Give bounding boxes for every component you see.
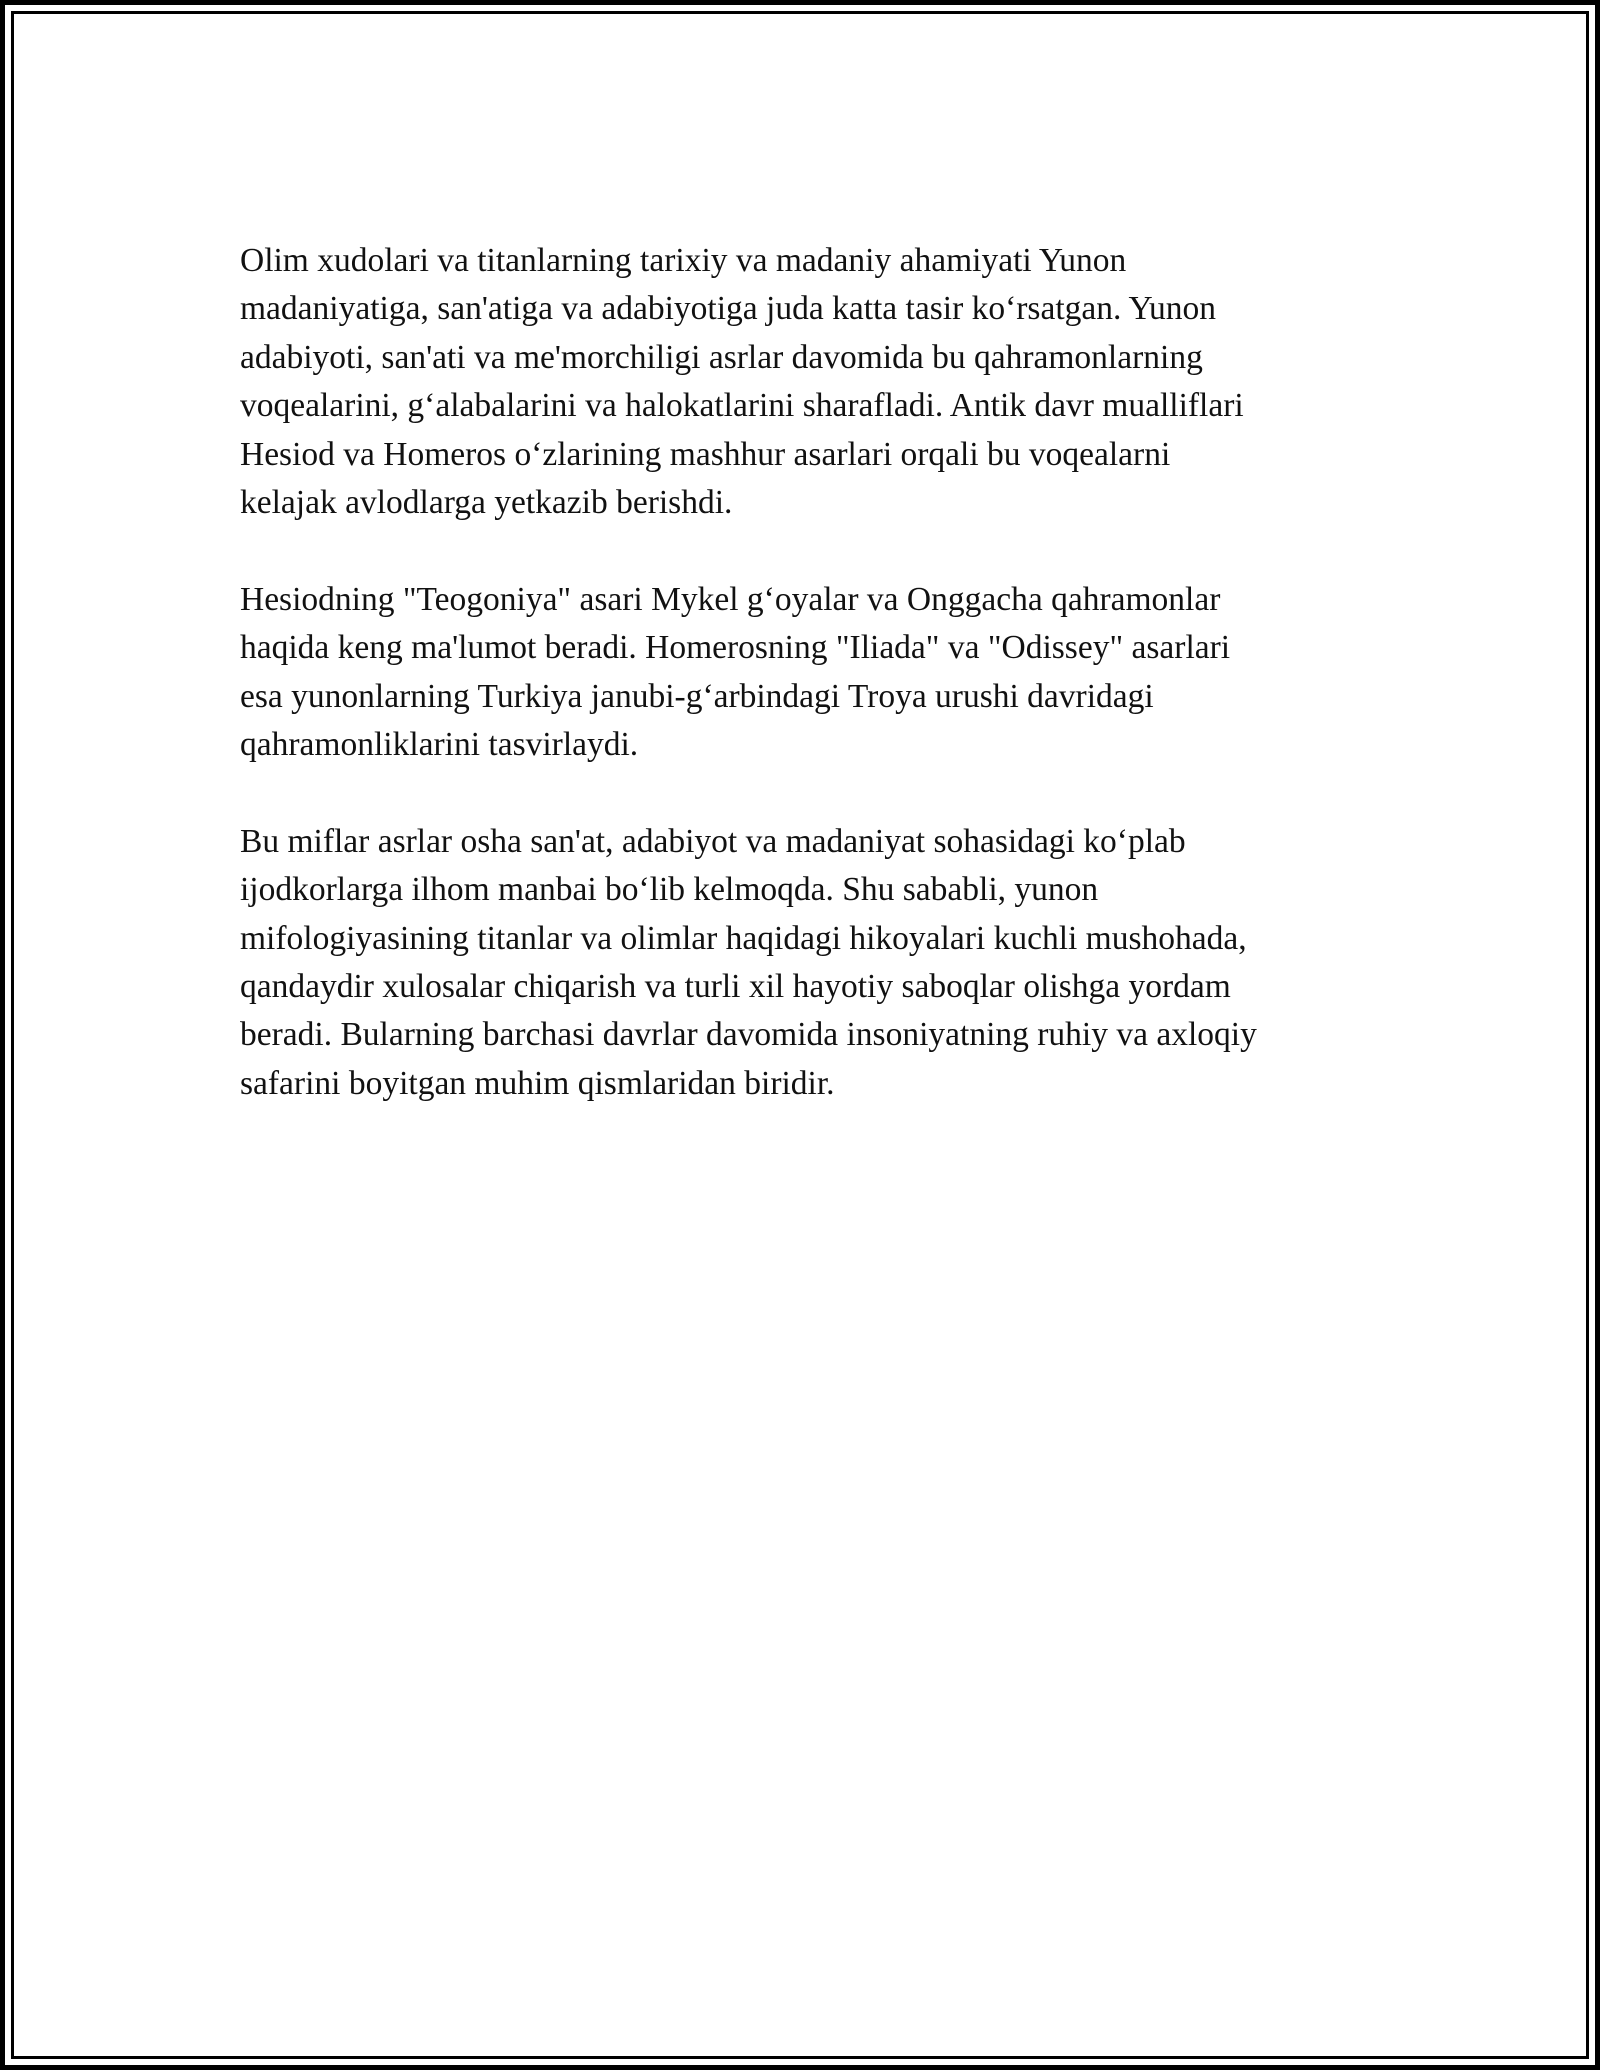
text-line: Bu miflar asrlar osha san'at, adabiyot va madaniyat sohasidagi koʻplab (240, 822, 1186, 860)
text-line: beradi. Bularning barchasi davrlar davomida insoniyatning ruhiy va axloqiy (240, 1016, 1257, 1054)
paragraph-1 (240, 237, 1370, 527)
text-line: esa yunonlarning Turkiya janubi-gʻarbindagi Troya urushi davridagi (240, 677, 1154, 715)
text-line: qahramonliklarini tasvirlaydi. (240, 726, 639, 764)
text-line: kelajak avlodlarga yetkazib berishdi. (240, 484, 733, 522)
text-line: Hesiodning "Teogoniya" asari Mykel gʻoyalar va Onggacha qahramonlar (240, 580, 1221, 618)
text-line: ijodkorlarga ilhom manbai boʻlib kelmoqda. Shu sababli, yunon (240, 871, 1099, 909)
text-line: Olim xudolari va titanlarning tarixiy va madaniy ahamiyati Yunon (240, 242, 1127, 279)
text-line: safarini boyitgan muhim qismlaridan biridir. (240, 1064, 835, 1102)
text-line: madaniyatiga, san'atiga va adabiyotiga juda katta tasir koʻrsatgan. Yunon (240, 290, 1216, 328)
text-line: mifologiyasining titanlar va olimlar haqidagi hikoyalari kuchli mushohada, (240, 919, 1247, 957)
text-line: voqealarini, gʻalabalarini va halokatlarini sharafladi. Antik davr mualliflari (240, 387, 1244, 425)
paragraph-2 (240, 576, 1370, 770)
text-line: qandaydir xulosalar chiqarish va turli xil hayotiy saboqlar olishga yordam (240, 968, 1231, 1006)
text-line: adabiyoti, san'ati va me'morchiligi asrlar davomida bu qahramonlarning (240, 338, 1203, 376)
document-body (240, 237, 1370, 1157)
text-line: haqida keng ma'lumot beradi. Homerosning "Iliada" va "Odissey" asarlari (240, 629, 1231, 667)
paragraph-3 (240, 818, 1370, 1108)
text-line: Hesiod va Homeros oʻzlarining mashhur asarlari orqali bu voqealarni (240, 435, 1171, 473)
